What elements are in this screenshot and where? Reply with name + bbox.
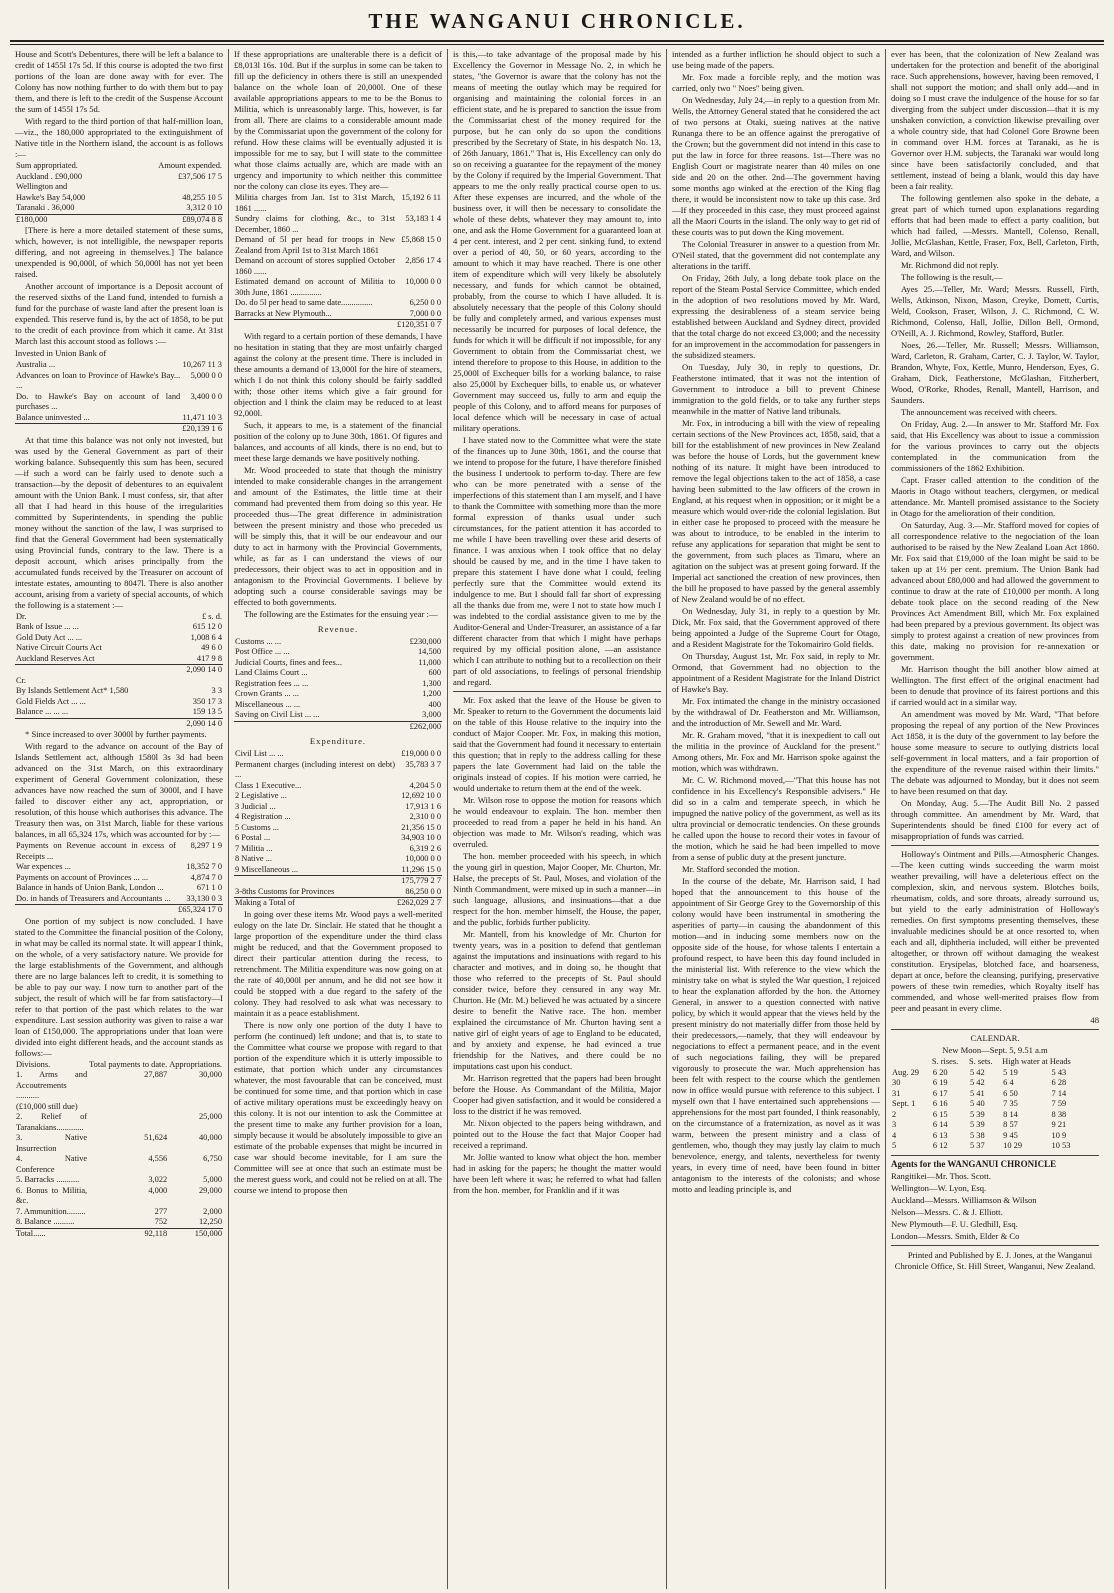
paragraph: On Friday, 26th July, a long debate took place on the report of the Steam Postal Service Committee, which ended in the adoption of two resolutions moved by Mr. Ward, expressing the desirableness of a steam service being established between Auckland and Sydney direct, provided that the total charge do not exceed £3,000; and the necessity for an improvement in the accommodation for passengers in the subsidized steamers. <box>672 273 880 360</box>
paragraph: Mr. Fox asked that the leave of the House be given to Mr. Speaker to return to the Government the documents laid on the table of this House relative to the inquiry into the conduct of Major Cooper. Mr. Fox, in making this motion, said that the Government had found it necessary to entertain this question; that in reply to the address calling for these papers the late Government had laid on the table the originals instead of copies. If his motion were carried, he would undertake to return them at the end of the week. <box>453 695 661 793</box>
paragraph: Mr. Harrison thought the bill another blow aimed at Wellington. The first effect of the original enactment had been to denude that province of its fairest portions and this if carried would act in a similar way. <box>891 664 1099 707</box>
paragraph: I have stated now to the Committee what were the state of the finances up to June 30th, 1861, and the course that we intend to propose for the future, I have therefore finished the business I undertook to perform to-day. There are few who can be more penetrated with a sense of the imperfections of this statement than I am myself, and I have to thank the Committee with something more than the more formal expression of thanks usual under such circumstances, for the patient attention it has accorded to me while I have been travelling over these arid deserts of finance. I was anxious when I took office that no delay should be caused by me, and in the time I have taken to prepare this statement I have done what I could, feeling perfectly sure that the Committee would extend its indulgence to me. But I should fall far short of expressing all the thanks due from me, were I not to state how much I was indebted to the cordial assistance given to me by the Auditor-General and Under-Treasurer, an assistance of a far different character from that which I might have perhaps required by my official position alone, —an assistance which I can attribute to nothing but to a recollection on their part of old associations, to feelings of personal friendship and regard. <box>453 435 661 687</box>
paragraph: On Saturday, Aug. 3.—Mr. Stafford moved for copies of all correspondence relative to the negociation of the loan authorised to be raised by the New Zealand Loan Act 1860. Mr. Fox said that £19,000 of the loan might be said to be taken up at 1½ per cent. premium. The Union Bank had advanced about £80,000 and had allowed the government to continue to draw at the rate of £10,000 per month. A long debate took place on the second reading of the New Provinces Act Amendment Bill, which Mr. Fox explained had been prepared by a previous government. Its object was simply to protest against a creation of new provinces from this date, making no provision for re-annexation or government. <box>891 520 1099 662</box>
paragraph: Mr. Richmond did not reply. <box>901 260 999 270</box>
paragraph: is this,—to take advantage of the proposal made by his Excellency the Governor in Message No. 2, in which he states, "the Governor is aware that the colony has not the means of meeting the outlay which may be required for organising and maintaining the colonial forces in an efficient state, and he is prepared to sanction the issue from the Commissariat chest of the money required for the purpose, but he can only do so upon the conditions prescribed by the Secretary of State, in his despatch No. 13, of 26th January, 1861." That is, His Excellency can only do so on receiving a guarantee for the repayment of the money by the Colony if required by the Imperial Government. That appears to me the only really practical course open to us. After these expenses are incurred, and the whole of the business over, it will then be necessary to consolidate the whole of these debts, whatever they may amount to, into one, and ask the Home Government for a guaranteed loan at 4 per cent. interest, and 2 per cent. sinking fund, to extend over a period of 40, 50, or 60 years, according to the amount to which it may have reached. There is one other item of expenditure which will very likely be absolutely necessary, and funds for which cannot be obtained, probably, from the course to which I have alluded. It is absolutely necessary that the people of this Colony should be fully and completely armed, and various expenses must necessarily be incurred for purposes of local defence, the funds for which it will be difficult if not impossible, for any Government to obtain from the Commissariat chest, we intend therefore to propose to this House, in addition to the 25,000l of Exchequer bills for a working balance, to raise also 25,000l by Exchequer bills, to enable us, or whatever Government may succeed us, fully to arm and equip the people of this Colony, and to afford means for purposes of local defence which will be necessary in case of actual military operations. <box>453 49 661 433</box>
column-3 <box>448 49 667 1589</box>
paragraph: Mr. Fox intimated the change in the ministry occasioned by the withdrawal of Dr. Featherston and Mr. Williamson, and the introduction of Mr. Sewell and Mr. Ward. <box>672 696 880 728</box>
claims-table <box>234 193 442 331</box>
paragraph: Mr. Jollie wanted to know what object the hon. member had in asking for the papers; he thought the matter would have been left where it was; he referred to what had fallen from the hon. member, for Franklin and if it was <box>453 1152 661 1195</box>
table-row: 31 6 17 5 41 6 50 7 14 <box>892 1088 1067 1098</box>
expenditure-table <box>234 749 442 909</box>
table-row: 4. Native Conference 4,556 6,750 <box>16 1154 222 1174</box>
table-total: 2,090 14 0 <box>15 718 223 729</box>
table-row: Estimated demand on account of Militia to 30th June, 1861 ............... 10,000 0 0 <box>235 277 441 297</box>
table-row: Balance ... ... ... 159 13 5 <box>16 707 222 716</box>
revenue-table <box>234 637 442 733</box>
table-row: 4 Registration ... 2,310 0 0 <box>235 812 441 821</box>
table-header: Appropriations. <box>169 1059 222 1069</box>
table-row: Taranaki . 36,000 3,312 0 10 <box>16 203 222 212</box>
masthead-title: THE WANGANUI CHRONICLE. <box>368 9 746 33</box>
table-total: £20,139 1 6 <box>15 424 223 435</box>
paragraph: Mr. Wood proceeded to state that though the ministry intended to make considerable changes in the arrangement and amount of the Estimates, the little time at their command had prevented them from doing so this year. He proceeded thus—The great difference in administration between the present ministry and those who preceded us will be simply this, that it will be our endeavour and our duty to act in harmony with the Provincial Governments, while, as far as I can understand the views of our predecessors, their object was to act in opposition and in antagonism to the Provincial Governments. I believe by adopting such a course considerable savings may be effected to both governments. <box>234 464 442 607</box>
table-row: 6 Postal ... 34,903 10 0 <box>235 833 441 842</box>
table-row: Wellington and <box>16 182 68 191</box>
masthead-rule <box>10 40 1104 42</box>
revenue-heading: Revenue. <box>317 623 359 634</box>
table-row: Judicial Courts, fines and fees... 11,000 <box>235 657 441 667</box>
table-row: 8. Balance .......... 752 12,250 <box>16 1217 222 1226</box>
divider <box>891 1155 1099 1156</box>
divider <box>891 1029 1099 1030</box>
column-1 <box>10 49 229 1589</box>
table-total: £262,000 <box>234 721 442 732</box>
paragraph: With regard to a certain portion of these demands, I have no hesitation in stating that they are most unfairly charged against the colony at the present time. There is included in these amounts a demand of 13,000l for the hire of steamers, which I do not think this colony should be fairly saddled with; those other items which give a fair ground for objection and I think the claim may be reduced to at least 92,000l. <box>234 330 442 418</box>
table-row: 3 6 14 5 39 8 57 9 21 <box>892 1120 1067 1129</box>
table-row: 7 Militia ... 6,319 2 6 <box>235 843 441 853</box>
table-row: 9 Miscellaneous ... 11,296 15 0 <box>235 864 441 874</box>
divider <box>453 691 661 692</box>
paragraph: The following is the result,— <box>901 272 1003 282</box>
paragraph: Mr. Mantell, from his knowledge of Mr. Churton for twenty years, was in a position to defend that gentleman against the imputations and insinuations with regard to his character and motives, and in doing so, he thought that those who referred to the precepts of St. Paul should consider twice, before they censured in any way Mr. Churton. He (Mr. M.) believed he was actuated by a sincere desire to benefit the Native race. The hon. member explained the circumstance of Mr. Churton having sent a native girl of eight years of age to England to be educated, and by anxiety and expense, he had evinced a true friendship for the Natives, and there could be no imputations cast upon his conduct. <box>453 929 661 1071</box>
table-header: Divisions. <box>16 1059 51 1069</box>
table-total: Total...... 92,118 150,000 <box>16 1228 222 1238</box>
table-row: Do. to Hawke's Bay on account of land purchases ... 3,400 0 0 <box>16 391 222 411</box>
table-row: Auckland Reserves Act 417 9 8 <box>16 653 222 663</box>
paragraph: On Monday, Aug. 5.—The Audit Bill No. 2 passed through committee. An amendment by Mr. Ward, that Superintendents should be fined £100 for every act of misappropriation of funds was carried. <box>891 798 1099 841</box>
table-row: 5 6 12 5 37 10 29 10 53 <box>892 1141 1071 1150</box>
paragraph: On Tuesday, July 30, in reply to questions, Dr. Featherstone intimated, that it was not the intention of Government to introduce a bill to prevent Chinese immigration to the gold fields, or to take any further steps meanwhile in the matter of Native land tribunals. <box>672 362 880 416</box>
invested-table <box>15 360 223 435</box>
paragraph: Mr. R. Graham moved, "that it is inexpedient to call out the militia in the province of Auckland for the present." Among others, Mr. Fox and Mr. Harrison spoke against the motion, which was withdrawn. <box>672 730 880 773</box>
table-row: Post Office ... ... 14,500 <box>235 647 441 656</box>
table-caption: Invested in Union Bank of <box>15 348 107 358</box>
table-header: Total payments to date. <box>89 1059 168 1069</box>
paragraph: The following are the Estimates for the ensuing year :— <box>244 608 438 619</box>
paragraph: Mr. Fox made a forcible reply, and the motion was carried, only two " Noes" being given. <box>672 72 880 93</box>
paragraph: Noes, 26.—Teller, Mr. Russell; Messrs. Williamson, Ward, Carleton, R. Graham, Carter, C. J. Taylor, W. Taylor, Brandon, Whyte, Fox, Kettle, Munro, Henderson, Eyes, G. Graham, Dick, Featherstone, McGlashan, Fitzherbert, Wood, O'Rorke, Rhodes, Renall, Mantell, Harrison, and Saunders. <box>891 340 1099 405</box>
advertisement: Holloway's Ointment and Pills.—Atmospheric Changes.—The keen cutting winds succeeding the warm moist weather prevailing, will have a deleterious effect on the complexion, skin, and nervous system. Blotches boils, rheumatism, colds, and sore throats, already surround us, but yield to the early administration of Holloway's remedies. On first symptoms presenting themselves, these invaluable medicines should be at once resorted to, when each and all, diphtheria included, will either be prevented altogether, or thrown off without damaging the weakest constitution. Erysipelas, blotched face, and hoarseness, depart at once, before the cleansing, purifying, preservative powers of these twin remedies, which Royalty itself has commended, and whose well-merited praises flow from peer and peasant in every clime. <box>891 849 1099 1013</box>
table-row: 2 Legislative ... 12,692 10 0 <box>235 791 441 800</box>
paragraph: Capt. Fraser called attention to the condition of the Maoris in Otago without teachers, clergymen, or medical attendance. Mr. Mantell promised assistance to the Society in Otago for the amelioration of their condition. <box>891 475 1099 518</box>
paragraph: On Wednesday, July 24,—in reply to a question from Mr. Wells, the Attorney General stated that he considered the act of two persons at Otaki, sueing natives at the native Runanga there to be an offence against the prerogative of the Crown; but the government did not intend in this case to put the law in force for three reasons. 1st—There was no English Court or magistrate nearer than 40 miles on one side and 20 on the other. 2nd—The government having some months ago winked at the erection of the King flag there, it would be inconsistent now to take up this case. 3rd—If they proceeded in this case, they must proceed against all the Maori Courts in the island. The only way to get rid of these courts was to put down the King movement. <box>672 95 880 237</box>
table-row: Land Claims Court ... 600 <box>235 668 441 677</box>
paragraph: ever has been, that the colonization of New Zealand was undertaken for the protection and benefit of the aboriginal race. Such apprehensions, however, having been removed, I shall not support the motion; and shall only add—and in doing so I must crave the indulgence of the house for so far diverging from the subject under discussion—that it is my unshaken conviction, a conviction likewise prevailing over a whole country side, that had Colonel Gore Browne been in command over H.M. forces at Taranaki, as he is Governor over H.M. subjects, the Taranaki war would long since have been satisfactorily concluded, and that settlement, instead of being a blank, would this day have been a fair reality. <box>891 49 1099 191</box>
paragraph: On Thursday, August 1st, Mr. Fox said, in reply to Mr. Ormond, that Government had no objection to the appointment of a Resident Magistrate for the Inland District of Hawke's Bay. <box>672 651 880 694</box>
calendar-table <box>891 1057 1099 1152</box>
table-row: Payments on account of Provinces ... ... 4,874 7 0 <box>16 872 222 882</box>
table-row: 2 6 15 5 39 8 14 8 38 <box>892 1109 1067 1119</box>
table-header: Amount expended. <box>158 161 222 170</box>
table-row: Do. in hands of Treasurers and Accountants ... 33,130 0 3 <box>16 893 222 903</box>
paragraph: On Friday, Aug. 2.—In answer to Mr. Stafford Mr. Fox said, that His Excellency was about to issue a commission for the various provinces to carry out the objects contemplated in the communication from the commissioners of the 1862 Exhibition. <box>891 419 1099 473</box>
paragraph: The announcement was received with cheers. <box>901 407 1058 417</box>
paragraph: If these appropriations are unalterable there is a deficit of £8,013l 16s. 10d. But if the surplus in some can be taken to fill up the deficiency in others there is still an unexpended balance on the whole loan of 20,000l. One of these available appropriations appears to me to be the Bonus to Militia, which is unreasonably large. This, however, is far from all. There are claims to a considerable amount made by the Commissariat upon the government of the colony for refund. How these claims will be eventually adjusted it is impossible for me to say, but I will state to the committee what those claims actually are, which are made with an urgency and importunity to which neither this committee nor the colony can close its eyes. They are— <box>234 49 442 191</box>
table-row: 8 Native ... 10,000 0 0 <box>235 854 441 863</box>
table-row: Bank of Issue ... ... 615 12 0 <box>16 622 222 631</box>
table-total: Making a Total of £262,029 2 7 <box>235 898 441 907</box>
column-2 <box>229 49 448 1589</box>
table-row: Barracks at New Plymouth... 7,000 0 0 <box>235 308 441 318</box>
paragraph: The following gentlemen also spoke in the debate, a great part of which turned upon explanations regarding efforts that had been made to effect a party coalition, but which had failed, —Messrs. Mantell, Colenso, Renall, Jollie, McGlashan, Kettle, Fraser, Fox, Bell, Carleton, Firth, Ward, and Wilson. <box>891 193 1099 258</box>
table-row: Customs ... ... £230,000 <box>235 636 441 646</box>
table-row: Australia ... 10,267 11 3 <box>16 360 222 369</box>
table-subtotal: 175,779 2 7 <box>234 876 442 887</box>
paragraph: One portion of my subject is now concluded. I have stated to the Committee the financial position of the Colony, in what may be called its normal state. It will appear I think, on the whole, of a very satisfactory nature. We provide for the large establishments of the Government, and although there are no large balances left to credit, it is something to be able to pay our way. I now turn to another part of the subject, the result of which will be far from satisfactory—I refer to that portion of the past which relates to the war expenditure. Last session authority was given to raise a war loan of £150,000. The appropriations under that loan were divided into eight different heads, and the account stands as follows:— <box>15 915 223 1058</box>
agents-title: Agents for the WANGANUI CHRONICLE <box>891 1158 1057 1169</box>
table-row: 2. Relief of Taranakians............. 25,000 <box>16 1112 222 1132</box>
dr-table: Dr. £ s. d. Bank of Issue ... ... 615 12 0 Gold Duty Act ... ... 1,008 6 4 Native Circuit Courts Act 49 6 0 Auckland Reserves Act 417 9 8 2,090 14 0 Cr. By Islands Settlement Act* 1,580 3 3 Gold Fields Act ... ... 350 17 3 Balance ... ... ... 159 13 5 2,090 14 0 <box>16 611 222 728</box>
table-row: 7. Ammunition......... 277 2,000 <box>16 1206 222 1216</box>
table-row: Do. do 5l per head to same date............... 6,250 0 0 <box>235 298 441 307</box>
paragraph: With regard to the advance on account of the Bay of Islands Settlement act, although 1580l 3s 3d had been advanced on the 31st March, on this extraordinary experiment of General Government colonization, these advances have now reached the sum of 3000l, and I have failed to discover either any act, appropriation, or resolution, of this house which authorises this advance. The Treasury then was, on 31st March, liable for these various balances, in all 65,324 17s, which was accounted for by :— <box>15 741 223 839</box>
imprint: Printed and Published by E. J. Jones, at the Wanganui Chronicle Office, St. Hill Street, Wanganui, New Zealand. <box>894 1249 1096 1271</box>
paragraph: On Wednesday, July 31, in reply to a question by Mr. Dick, Mr. Fox said, that the Government approved of there being appointed a Judge of the Supreme Court for Otago, and a Resident Magistrate for the Tokomairiro Gold fields. <box>672 606 880 649</box>
table-row: 1. Arms and Accoutrements ........... 27,887 30,000 <box>16 1070 222 1100</box>
table-row: Auckland . £90,000 £37,506 17 5 <box>16 171 222 181</box>
paragraph: Such, it appears to me, is a statement of the financial position of the colony up to June 30th, 1861. Of figures and balances, and accounts of all kinds, there is no end, but to meet these large demands we have positively nothing. <box>234 419 442 463</box>
table-header: S. rises. <box>931 1057 959 1066</box>
paragraph: Mr. Fox, in introducing a bill with the view of repealing certain sections of the New Provinces act, 1858, said, that a bill for the establishment of new provinces in New Zealand was before the house of Lords, but the government knew nothing of its nature. It might have been introduced to remove the legal objections taken to the act of 1858, a case having been submitted to the law officers of the crown in England, at his request when in opposition; or it might be a measure which would over-ride the colonial legislation. But in either case he proposed to proceed with the measure he was about to introduce, to be enabled in the interim to refuse any applications for separation that might be sent to the government, from such places as Timaru, where an agitation on the subject was at present going forward. If the Imperial act sanctioned the creation of new provinces, then the bill he proposed to have passed by the general assembly of New Zealand would be of no effect. <box>672 418 880 604</box>
table-row: 30 6 19 5 42 6 4 6 28 <box>892 1078 1067 1087</box>
paragraph: Another account of importance is a Deposit account of the reserved sixths of the Land fund, intended to furnish a fund for the purchase of waste land after the present loan is expended. This reserve fund is, by the act of 1858, to be put to the credit of each province from which it came. At 31st March last this account stood as follows :— <box>15 281 223 346</box>
agent-line: Auckland—Messrs. Williamson & Wilson <box>891 1194 1037 1205</box>
loan-table <box>15 161 223 225</box>
table-row: 3. Native Insurrection 51,624 40,000 <box>16 1133 222 1153</box>
divider <box>891 845 1099 846</box>
divisions-table <box>15 1060 223 1240</box>
table-header: Sum appropriated. <box>16 161 78 170</box>
ad-number: 48 <box>1090 1015 1099 1025</box>
column-4 <box>667 49 886 1589</box>
agent-line: London—Messrs. Smith, Elder & Co <box>891 1230 1020 1241</box>
table-row: Crown Grants ... ... 1,200 <box>235 689 441 698</box>
paragraph: An amendment was moved by Mr. Ward, "That before proposing the repeal of any portion of the New Provinces Act 1858, it is the duty of the government to lay before the house some measure to secure to outlying districts local self-government in local matters, and a fair proportion of the expenditure of the revenue raised within their limits." The debate was adjourned to Monday, but it does not seem to have been resumed on that day. <box>891 709 1099 796</box>
table-row: Demand on account of stores supplied October 1860 ...... 2,856 17 4 <box>235 256 441 276</box>
table-header: High water at Heads <box>1002 1057 1071 1066</box>
column-5 <box>886 49 1104 1589</box>
table-row: Aug. 29 6 20 5 42 5 19 5 43 <box>892 1067 1067 1077</box>
table-row: Hawke's Bay 54,000 48,255 10 5 <box>16 192 222 202</box>
table-row: Demand of 5l per head for troops in New Zealand from April 1st to 31st March 1861 £5,868 15 0 <box>235 235 441 255</box>
agent-line: Wellington—W. Lyon, Esq. <box>891 1182 987 1193</box>
paragraph: The Colonial Treasurer in answer to a question from Mr. O'Neil stated, that the government did not contemplate any alterations in the tariff. <box>672 239 880 271</box>
table-row: By Islands Settlement Act* 1,580 3 3 <box>16 686 222 695</box>
table-total: £180,000 £89,074 8 8 <box>16 214 222 224</box>
calendar-title: CALENDAR. <box>970 1033 1020 1043</box>
payments-table <box>15 841 223 916</box>
paragraph: [There is here a more detailed statement of these sums, which, however, is not intelligible, the newspaper reports differing, and not agreeing in themselves.] The balance unexpended is 90,000l, of which 50,000l has not yet been raised. <box>15 225 223 279</box>
table-row: 6. Bonus to Militia, &c. 4,000 29,000 <box>16 1185 222 1205</box>
table-row: Gold Fields Act ... ... 350 17 3 <box>16 696 222 706</box>
expenditure-heading: Expenditure. <box>309 736 367 746</box>
table-row: Native Circuit Courts Act 49 6 0 <box>16 643 222 652</box>
agent-line: Rangitikei—Mr. Thos. Scott. <box>891 1170 991 1181</box>
table-row: Registration fees ... ... 1,300 <box>235 678 441 688</box>
paragraph: Mr. Harrison regretted that the papers had been brought before the House. As Commandant of the Militia, Major Cooper had given satisfaction, and it would be considered a loss to the district if he was removed. <box>453 1073 661 1116</box>
paragraph: Mr. C. W. Richmond moved,—"That this house has not confidence in his Excellency's Responsible advisers." He did so in a calm and temperate speech, in which he impugned the native policy of the government, as well as its ultra provincial or democratic tendencies. On these grounds he called upon the house to record their votes in favour of the motion, which he said he had been impelled to move from a sense of public duty at the present juncture. <box>672 775 880 862</box>
table-row: 3 Judicial ... 17,913 1 6 <box>235 801 441 811</box>
paragraph: In going over these items Mr. Wood pays a well-merited eulogy on the late Dr. Sinclair. He stated that he thought a large proportion of the expenditure under the third class might be reduced, and that the Government proposed to direct their particular attention during the recess, to retrenchment. The Militia expenditure was now going on at the rate of 40,000l per annum, and he did not see how it could be stopped with a due regard to the safety of the colony. They had resolved to ask what was necessary to maintain it as a peace establishment. <box>234 908 442 1018</box>
paragraph: Mr. Nixon objected to the papers being withdrawn, and pointed out to the House the fact that Major Cooper had received a reprimand. <box>453 1118 661 1150</box>
divider <box>891 1245 1099 1246</box>
paragraph: Mr. Stafford seconded the motion. <box>682 864 800 874</box>
table-row: Civil List ... ... £19,000 0 0 <box>235 749 441 758</box>
agent-line: Nelson—Messrs. C. & J. Elliott. <box>891 1206 1003 1217</box>
table-row: Saving on Civil List ... ... 3,000 <box>235 710 441 719</box>
paragraph: Ayes 25.—Teller, Mr. Ward; Messrs. Russell, Firth, Wells, Atkinson, Nixon, Mason, Creyke, Domett, Curtis, Weld, Cookson, Fraser, Wilson, J. C. Richmond, C. W. Richmond, Colenso, Hall, Jollie, Dillon Bell, Ormond, O'Neill, A. J. Richmond, Rowley, Stafford, Butler. <box>891 284 1099 338</box>
table-row: Permanent charges (including interest on debt) ... 35,783 3 7 <box>235 759 441 779</box>
table-row: Militia charges from Jan. 1st to 31st March, 1861 ...... 15,192 6 11 <box>235 193 441 213</box>
table-row: Balance uninvested ... 11,471 10 3 <box>16 412 222 422</box>
paragraph: intended as a further infliction he should object to such a use being made of the papers. <box>672 49 880 70</box>
table-row: War expences ... 18,352 7 0 <box>16 862 222 871</box>
table-header: S. sets. <box>969 1057 993 1066</box>
calendar-moon: New Moon—Sept. 5, 9.51 a.m <box>942 1045 1048 1055</box>
table-total: £120,351 0 7 <box>234 320 442 331</box>
paragraph: House and Scott's Debentures, there will be left a balance to credit of 1455l 17s 5d. If this course is adopted the two first portions of the loan are done away with for ever. The Colony has now nothing further to do with them but to pay them, and there is left to the credit of the Suspense Account the sum of 1455l 17s 5d. <box>15 49 223 114</box>
paragraph: Mr. Wilson rose to oppose the motion for reasons which he would endeavour to explain. The hon. member then proceeded to read from a paper he held in his hand. An objection was made to Mr. Wilson's reading, which was overruled. <box>453 795 661 849</box>
table-row: Advances on loan to Province of Hawke's Bay... ... 5,000 0 0 <box>16 370 222 390</box>
paragraph: At that time this balance was not only not invested, but was used by the General Government as part of their working balance. Subsequently this sum has been, secured—if such a word can be fairly used to denote such a transaction—by the deposit of debentures to an equivalent amount with the Union Bank. I must confess, sir, that after all that I had heard in this house of the irregularities committed by Superintendents, in spending the public money without the sanction of the law, I was surprised to find that the General Government had been systematically using Provincial funds, contrary to the law. There is a deposit account, which arises principally from the accumulated funds received by the Treasurer on account of intestate estates, amounting to 8047l. There is also another account, arising from a variety of special accounts, of which the following is a statement :— <box>15 434 223 610</box>
paragraph: With regard to the third portion of that half-million loan,—viz., the 180,000 appropriated to the extinguishment of Native title in the Northern island, the account is as follows :— <box>15 116 223 159</box>
table-row: Balance in hands of Union Bank, London ... 671 1 0 <box>16 883 222 892</box>
table-row: 3-8ths Customs for Provinces 86,250 0 0 <box>235 886 441 896</box>
masthead-rule-thin <box>10 44 1104 45</box>
table-row: Gold Duty Act ... ... 1,008 6 4 <box>16 632 222 642</box>
table-row: (£10,000 still due) <box>16 1101 78 1111</box>
table-row: 5 Customs ... 21,356 15 0 <box>235 822 441 832</box>
table-row: Sundry claims for clothing, &c., to 31st December, 1860 ... 53,183 1 4 <box>235 214 441 234</box>
table-row: Class 1 Executive... 4,204 5 0 <box>235 780 441 790</box>
table-row: Sept. 1 6 16 5 40 7 35 7 59 <box>892 1099 1067 1108</box>
paragraph: In the course of the debate, Mr. Harrison said, I had hoped that the announcement to this house of the appointment of Sir George Grey to the Governorship of this colony would have been instrumental in smothering the asperities of party—in causing the abandonment of this motion—and in inducing some members now on the opposite side of the house, for whose talents I entertain a profound respect, to have been this day found included in the ministerial list. With reference to the view which the ministry take on what is styled the War question, I rejoiced to hear the explanation afforded by the hon. the Attorney General, in answer to a question connected with native policy, by which it would appear that the views held by the present ministry do not materially differ from those held by their predecessors,—namely, that they will endeavour by negociations to effect a permanent peace, and in the event of such negociations failing, they will be prepared vigorously to prosecute the war. Much apprehension has been felt with respect to the course which the gentlemen now in office would pursue with reference to this subject. I myself own that I have entertained such apprehensions — apprehensions for the most part founded, I think reasonably, on the circumstance of a fraternization, as novel as it was warm, between the present ministry and a class of gentlemen, who, though they may justly lay claim to much benevolence, energy, and talents, nevertheless for twenty years, in every time of need, have been found in bitter antagonism to the interests of the colonists; and whose motto and leading principle is, and <box>672 876 880 1194</box>
agent-line: New Plymouth—F. U. Gledhill, Esq. <box>891 1218 1018 1229</box>
columns <box>10 49 1104 1589</box>
table-row: Miscellaneous ... ... 400 <box>235 699 441 709</box>
paragraph: There is now only one portion of the duty I have to perform (he continued) left undone; and that is, to state to the Committee what course we propose with regard to that portion of the expenditure which it is utterly impossible to estimate, that portion which under any circumstances whatever, the most favourable that can be conceived, must be continued for some time, and that portion which in case of active military operations must be exceedingly heavy on this colony. It is not our intention to ask the Committee at the present time to make any further provision for a loan, simply because it would be absolutely impossible to give an estimate of the probable expenses that might be incurred in case war should become inevitable, for I am sure the Committee will see at once that such an estimate must be the merest guess work, and could not be relied on at all. The course we intend to propose then <box>234 1019 442 1195</box>
table-total: 2,090 14 0 <box>15 665 223 676</box>
table-total: £65,324 17 0 <box>15 905 223 916</box>
table-row: 4 6 13 5 38 9 45 10 9 <box>892 1130 1067 1140</box>
table-row: Payments on Revenue account in excess of Receipts ... 8,297 1 9 <box>16 841 222 861</box>
paragraph: The hon. member proceeded with his speech, in which the young girl in question, Major Cooper, Mr. Churton, Mr. Halse, the precepts of St. Paul, Moses, and violation of the Ninth Commandment, were mixed up in such a manner—in such language, allusions, and insinuations—that a due respect for the hon. member himself, the House, the paper, and the public, forbids further publicity. <box>453 851 661 927</box>
table-row: 5. Barracks ........... 3,022 5,000 <box>16 1175 222 1184</box>
footnote: * Since increased to over 3000l by further payments. <box>25 729 207 739</box>
